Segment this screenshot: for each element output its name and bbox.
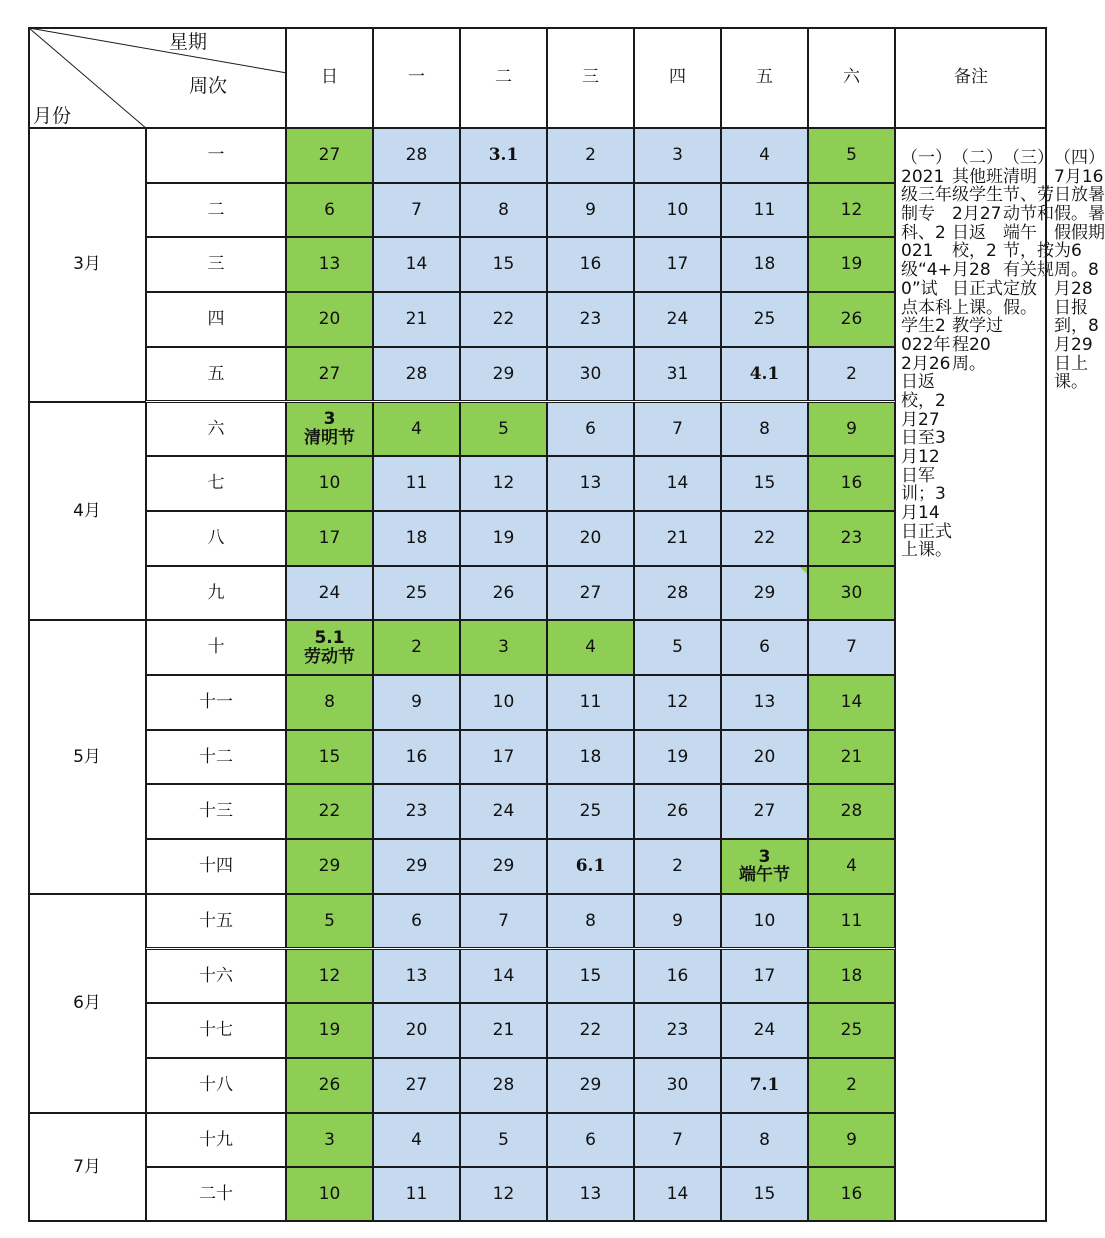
date-cell: 15 [547, 949, 634, 1004]
date-cell [286, 402, 373, 457]
date-cell: 4 [808, 839, 895, 894]
date-cell: 13 [547, 1167, 634, 1222]
date-cell: 25 [373, 566, 460, 621]
day-header-cell: 五 [721, 27, 808, 128]
date-cell: 30 [634, 1058, 721, 1113]
week-number-cell: 二十 [146, 1167, 286, 1222]
date-cell: 10 [721, 894, 808, 949]
date-cell: 21 [634, 511, 721, 566]
holiday-name: 清明节 [304, 427, 355, 448]
date-cell: 5 [460, 1113, 547, 1168]
week-number-cell: 六 [146, 402, 286, 457]
date-cell: 2 [547, 128, 634, 183]
date-cell: 14 [808, 675, 895, 730]
date-cell: 29 [547, 1058, 634, 1113]
week-number-cell: 二 [146, 183, 286, 238]
note-paragraph: （三）清明节、劳动节和端午节，按有关规定放假。 [1003, 148, 1054, 318]
date-cell: 30 [547, 347, 634, 402]
date-cell: 18 [373, 511, 460, 566]
day-header-cell: 六 [808, 27, 895, 128]
day-header-cell: 日 [286, 27, 373, 128]
date-cell: 12 [286, 949, 373, 1004]
month-cell: 7月 [28, 1113, 146, 1222]
date-cell: 23 [373, 784, 460, 839]
day-header-cell: 二 [460, 27, 547, 128]
month-cell: 5月 [28, 620, 146, 894]
week-number-cell: 十一 [146, 675, 286, 730]
date-cell: 13 [721, 675, 808, 730]
date-cell: 9 [634, 894, 721, 949]
date-cell: 3 [460, 620, 547, 675]
week-number-cell: 十四 [146, 839, 286, 894]
date-cell: 10 [286, 456, 373, 511]
date-cell: 6.1 [547, 839, 634, 894]
date-cell: 8 [721, 402, 808, 457]
date-cell: 5 [460, 402, 547, 457]
calendar-table [28, 27, 1105, 1222]
date-cell: 19 [460, 511, 547, 566]
corner-header-cell [28, 27, 286, 128]
date-cell: 25 [808, 1003, 895, 1058]
date-cell: 10 [460, 675, 547, 730]
date-cell: 11 [547, 675, 634, 730]
date-cell: 8 [460, 183, 547, 238]
date-cell: 12 [634, 675, 721, 730]
date-cell: 23 [634, 1003, 721, 1058]
date-cell: 6 [547, 1113, 634, 1168]
date-cell: 28 [373, 347, 460, 402]
date-cell: 9 [808, 402, 895, 457]
date-cell: 15 [460, 237, 547, 292]
date-cell: 5 [634, 620, 721, 675]
date-cell: 19 [808, 237, 895, 292]
date-cell: 27 [286, 128, 373, 183]
date-cell: 25 [721, 292, 808, 347]
date-cell: 19 [634, 730, 721, 785]
date-cell: 4.1 [721, 347, 808, 402]
date-cell: 10 [634, 183, 721, 238]
date-cell: 13 [547, 456, 634, 511]
date-cell: 14 [460, 949, 547, 1004]
date-cell: 8 [547, 894, 634, 949]
week-number-cell: 七 [146, 456, 286, 511]
date-cell: 26 [286, 1058, 373, 1113]
date-cell: 27 [721, 784, 808, 839]
date-cell: 3 [286, 1113, 373, 1168]
date-cell: 26 [460, 566, 547, 621]
corner-week-label: 星期 [169, 31, 208, 53]
date-cell: 27 [286, 347, 373, 402]
date-cell: 6 [547, 402, 634, 457]
date-cell: 11 [373, 456, 460, 511]
date-cell: 11 [808, 894, 895, 949]
date-cell: 17 [286, 511, 373, 566]
date-cell: 14 [634, 456, 721, 511]
date-cell: 29 [460, 347, 547, 402]
week-number-cell: 一 [146, 128, 286, 183]
date-cell: 9 [547, 183, 634, 238]
holiday-date: 3 [323, 409, 336, 430]
date-cell: 5 [808, 128, 895, 183]
date-cell: 20 [547, 511, 634, 566]
date-cell: 21 [808, 730, 895, 785]
date-cell: 2 [373, 620, 460, 675]
cell-corner-marker [800, 567, 807, 574]
week-number-cell: 五 [146, 347, 286, 402]
date-cell: 7 [634, 402, 721, 457]
date-cell: 22 [547, 1003, 634, 1058]
date-cell: 14 [373, 237, 460, 292]
date-cell: 21 [373, 292, 460, 347]
week-number-cell: 十七 [146, 1003, 286, 1058]
date-cell: 18 [547, 730, 634, 785]
date-cell: 3 [634, 128, 721, 183]
date-cell: 24 [634, 292, 721, 347]
holiday-date: 5.1 [314, 627, 345, 648]
date-cell: 27 [373, 1058, 460, 1113]
date-cell: 28 [373, 128, 460, 183]
day-header-cell: 一 [373, 27, 460, 128]
date-cell: 31 [634, 347, 721, 402]
date-cell: 13 [373, 949, 460, 1004]
date-cell: 22 [721, 511, 808, 566]
holiday-date: 3 [758, 846, 771, 867]
date-cell: 9 [808, 1113, 895, 1168]
day-header-cell: 三 [547, 27, 634, 128]
date-cell: 18 [721, 237, 808, 292]
date-cell: 20 [721, 730, 808, 785]
month-cell: 4月 [28, 402, 146, 621]
week-number-cell: 九 [146, 566, 286, 621]
date-cell: 28 [634, 566, 721, 621]
corner-zhouci-label: 周次 [189, 75, 228, 97]
date-cell: 18 [808, 949, 895, 1004]
date-cell: 28 [460, 1058, 547, 1113]
date-cell: 7 [373, 183, 460, 238]
date-cell: 30 [808, 566, 895, 621]
date-cell: 24 [286, 566, 373, 621]
date-cell: 27 [547, 566, 634, 621]
date-cell: 15 [286, 730, 373, 785]
date-cell: 10 [286, 1167, 373, 1222]
notes-cell [895, 128, 1105, 1222]
date-cell: 12 [460, 456, 547, 511]
date-cell: 29 [460, 839, 547, 894]
notes-header-cell: 备注 [895, 27, 1047, 128]
corner-month-label: 月份 [33, 105, 72, 127]
date-cell: 17 [634, 237, 721, 292]
date-cell: 12 [808, 183, 895, 238]
date-cell: 11 [721, 183, 808, 238]
date-cell: 19 [286, 1003, 373, 1058]
date-cell: 3.1 [460, 128, 547, 183]
date-cell: 8 [286, 675, 373, 730]
week-number-cell: 三 [146, 237, 286, 292]
note-paragraph: （一）2021级三年制专科、2021级“4+0”试点本科学生2022年2月26日返校，2月27日至3月12日军训；3月14日正式上课。 [901, 148, 952, 561]
week-number-cell: 十六 [146, 949, 286, 1004]
week-number-cell: 十八 [146, 1058, 286, 1113]
week-number-cell: 十二 [146, 730, 286, 785]
date-cell: 21 [460, 1003, 547, 1058]
date-cell: 17 [460, 730, 547, 785]
date-cell: 6 [721, 620, 808, 675]
date-cell: 8 [721, 1113, 808, 1168]
date-cell: 22 [286, 784, 373, 839]
date-cell: 17 [721, 949, 808, 1004]
week-number-cell: 四 [146, 292, 286, 347]
date-cell: 9 [373, 675, 460, 730]
week-number-cell: 十五 [146, 894, 286, 949]
date-cell: 16 [373, 730, 460, 785]
date-cell: 20 [373, 1003, 460, 1058]
holiday-name: 端午节 [739, 865, 790, 886]
date-cell [286, 620, 373, 675]
date-cell: 6 [286, 183, 373, 238]
date-cell: 26 [808, 292, 895, 347]
date-cell: 29 [286, 839, 373, 894]
date-cell: 26 [634, 784, 721, 839]
date-cell: 16 [634, 949, 721, 1004]
date-cell: 6 [373, 894, 460, 949]
date-cell: 22 [460, 292, 547, 347]
date-cell: 15 [721, 1167, 808, 1222]
date-cell: 16 [808, 456, 895, 511]
date-cell: 15 [721, 456, 808, 511]
date-cell: 7.1 [721, 1058, 808, 1113]
date-cell: 24 [460, 784, 547, 839]
date-cell: 7 [808, 620, 895, 675]
date-cell: 4 [721, 128, 808, 183]
date-cell: 12 [460, 1167, 547, 1222]
date-cell: 25 [547, 784, 634, 839]
date-cell: 24 [721, 1003, 808, 1058]
date-cell: 28 [808, 784, 895, 839]
note-paragraph: （四）7月16日放暑假。暑假假期为6周。8月28日报到，8月29日上课。 [1054, 148, 1105, 393]
date-cell: 2 [808, 347, 895, 402]
date-cell: 7 [460, 894, 547, 949]
date-cell: 2 [808, 1058, 895, 1113]
date-cell: 20 [286, 292, 373, 347]
month-cell: 6月 [28, 894, 146, 1113]
week-number-cell: 八 [146, 511, 286, 566]
date-cell: 16 [808, 1167, 895, 1222]
date-cell: 29 [373, 839, 460, 894]
date-cell: 5 [286, 894, 373, 949]
date-cell: 4 [547, 620, 634, 675]
date-cell: 23 [808, 511, 895, 566]
day-header-cell: 四 [634, 27, 721, 128]
holiday-name: 劳动节 [304, 646, 355, 667]
date-cell: 29 [721, 566, 808, 621]
date-cell [721, 839, 808, 894]
note-paragraph: （二）其他班级学生2月27日返校，2月28日正式上课。教学过程20周。 [952, 148, 1003, 374]
date-cell: 23 [547, 292, 634, 347]
date-cell: 13 [286, 237, 373, 292]
month-cell: 3月 [28, 128, 146, 402]
week-number-cell: 十 [146, 620, 286, 675]
date-cell: 16 [547, 237, 634, 292]
date-cell: 7 [634, 1113, 721, 1168]
date-cell: 4 [373, 1113, 460, 1168]
date-cell: 14 [634, 1167, 721, 1222]
week-number-cell: 十三 [146, 784, 286, 839]
date-cell: 11 [373, 1167, 460, 1222]
week-number-cell: 十九 [146, 1113, 286, 1168]
date-cell: 4 [373, 402, 460, 457]
date-cell: 2 [634, 839, 721, 894]
